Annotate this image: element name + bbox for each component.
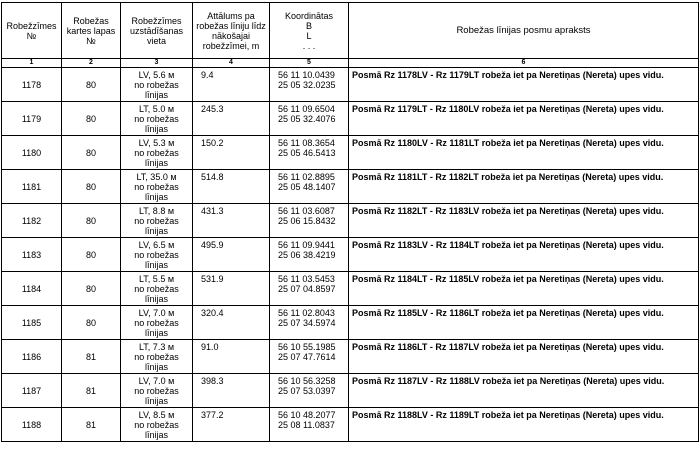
- description-cell: Posmā Rz 1183LV - Rz 1184LT robeža iet pa Neretiņas (Nereta) upes vidu.: [349, 238, 699, 272]
- coordinate-l: 25 08 11.0837: [278, 420, 335, 430]
- boundary-marks-table: [1, 2, 699, 442]
- coordinate-l: 25 06 15.8432: [278, 216, 336, 226]
- mark-number-cell: 1182: [2, 204, 62, 238]
- column-number: 4: [193, 59, 270, 68]
- sheet-number-cell: 80: [62, 204, 121, 238]
- description-cell: Posmā Rz 1188LV - Rz 1189LT robeža iet pa Neretiņas (Nereta) upes vidu.: [349, 408, 699, 442]
- description-cell: Posmā Rz 1179LT - Rz 1180LV robeža iet pa Neretiņas (Nereta) upes vidu.: [349, 102, 699, 136]
- table-row: [2, 306, 699, 340]
- location-line: LT, 5.0 м: [138, 104, 175, 114]
- location-line: LT, 5.5 м: [138, 274, 175, 284]
- coordinate-b: 56 11 03.6087: [278, 206, 335, 216]
- coordinate-b: 56 10 48.2077: [278, 410, 336, 420]
- table-row: [2, 136, 699, 170]
- installation-place-cell: [121, 102, 193, 136]
- sheet-number-cell: 80: [62, 238, 121, 272]
- mark-number-cell: 1178: [2, 68, 62, 102]
- location-line: LV, 6.5 м: [138, 240, 175, 250]
- coordinate-b: 56 11 08.3654: [278, 138, 335, 148]
- column-number-row: [2, 59, 699, 68]
- location-line: līnijas: [144, 124, 168, 134]
- installation-place-cell: [121, 408, 193, 442]
- sheet-number-cell: 81: [62, 408, 121, 442]
- coordinate-l: 25 06 38.4219: [278, 250, 336, 260]
- header-sheet-number: Robežas kartes lapas №: [62, 3, 121, 59]
- installation-place-cell: [121, 136, 193, 170]
- table-row: [2, 408, 699, 442]
- installation-place-cell: [121, 374, 193, 408]
- header-coordinates-title: Koordinātas: [284, 10, 334, 21]
- location-line: līnijas: [144, 294, 168, 304]
- header-coordinates: [270, 3, 349, 59]
- mark-number-cell: 1183: [2, 238, 62, 272]
- description-cell: Posmā Rz 1181LT - Rz 1182LT robeža iet pa Neretiņas (Nereta) upes vidu.: [349, 170, 699, 204]
- column-number: 2: [62, 59, 121, 68]
- location-line: no robežas: [134, 318, 179, 328]
- location-line: no robežas: [134, 420, 179, 430]
- coordinates-cell: [270, 204, 349, 238]
- distance-cell: 150.2: [193, 136, 270, 170]
- installation-place-cell: [121, 340, 193, 374]
- coordinate-b: 56 11 09.9441: [278, 240, 335, 250]
- description-cell: Posmā Rz 1184LT - Rz 1185LV robeža iet pa Neretiņas (Nereta) upes vidu.: [349, 272, 699, 306]
- location-line: līnijas: [144, 396, 168, 406]
- column-number: 1: [2, 59, 62, 68]
- description-cell: Posmā Rz 1182LT - Rz 1183LV robeža iet pa Neretiņas (Nereta) upes vidu.: [349, 204, 699, 238]
- coordinates-cell: [270, 272, 349, 306]
- distance-cell: 531.9: [193, 272, 270, 306]
- location-line: līnijas: [144, 226, 168, 236]
- mark-number-cell: 1185: [2, 306, 62, 340]
- coordinates-cell: [270, 102, 349, 136]
- location-line: no robežas: [134, 114, 179, 124]
- distance-cell: 377.2: [193, 408, 270, 442]
- sheet-number-cell: 80: [62, 136, 121, 170]
- header-coordinates-dots: . . .: [302, 40, 316, 51]
- sheet-number-cell: 80: [62, 68, 121, 102]
- header-description: Robežas līnijas posmu apraksts: [349, 3, 699, 59]
- header-coordinates-l: L: [306, 30, 312, 41]
- location-line: līnijas: [144, 362, 168, 372]
- table-row: [2, 238, 699, 272]
- description-cell: Posmā Rz 1187LV - Rz 1188LV robeža iet pa Neretiņas (Nereta) upes vidu.: [349, 374, 699, 408]
- location-line: no robežas: [134, 386, 179, 396]
- coordinate-l: 25 07 47.7614: [278, 352, 336, 362]
- mark-number-cell: 1186: [2, 340, 62, 374]
- distance-cell: 514.8: [193, 170, 270, 204]
- coordinates-cell: [270, 238, 349, 272]
- coordinates-cell: [270, 306, 349, 340]
- distance-cell: 398.3: [193, 374, 270, 408]
- coordinate-l: 25 05 46.5413: [278, 148, 336, 158]
- coordinate-l: 25 07 34.5974: [278, 318, 336, 328]
- sheet-number-cell: 80: [62, 272, 121, 306]
- coordinate-b: 56 11 02.8895: [278, 172, 335, 182]
- mark-number-cell: 1179: [2, 102, 62, 136]
- location-line: LV, 7.0 м: [138, 308, 175, 318]
- coordinates-cell: [270, 340, 349, 374]
- location-line: no robežas: [134, 250, 179, 260]
- installation-place-cell: [121, 272, 193, 306]
- table-row: [2, 272, 699, 306]
- description-cell: Posmā Rz 1185LV - Rz 1186LT robeža iet pa Neretiņas (Nereta) upes vidu.: [349, 306, 699, 340]
- column-number: 6: [349, 59, 699, 68]
- header-row: [2, 3, 699, 59]
- description-cell: Posmā Rz 1180LV - Rz 1181LT robeža iet pa Neretiņas (Nereta) upes vidu.: [349, 136, 699, 170]
- location-line: LT, 7.3 м: [138, 342, 175, 352]
- coordinates-cell: [270, 374, 349, 408]
- mark-number-cell: 1187: [2, 374, 62, 408]
- location-line: no robežas: [134, 216, 179, 226]
- location-line: no robežas: [134, 284, 179, 294]
- installation-place-cell: [121, 238, 193, 272]
- header-coordinates-b: B: [305, 20, 312, 31]
- description-cell: Posmā Rz 1186LT - Rz 1187LV robeža iet pa Neretiņas (Nereta) upes vidu.: [349, 340, 699, 374]
- table-row: [2, 204, 699, 238]
- coordinate-b: 56 11 03.5453: [278, 274, 335, 284]
- coordinate-b: 56 11 09.6504: [278, 104, 335, 114]
- location-line: līnijas: [144, 192, 168, 202]
- coordinate-b: 56 11 10.0439: [278, 70, 335, 80]
- installation-place-cell: [121, 170, 193, 204]
- sheet-number-cell: 81: [62, 340, 121, 374]
- installation-place-cell: [121, 306, 193, 340]
- coordinate-b: 56 10 56.3258: [278, 376, 336, 386]
- location-line: līnijas: [144, 328, 168, 338]
- coordinate-l: 25 05 48.1407: [278, 182, 336, 192]
- location-line: LV, 5.6 м: [138, 70, 175, 80]
- location-line: līnijas: [144, 158, 168, 168]
- location-line: LT, 35.0 м: [136, 172, 177, 182]
- distance-cell: 320.4: [193, 306, 270, 340]
- location-line: no robežas: [134, 352, 179, 362]
- installation-place-cell: [121, 204, 193, 238]
- sheet-number-cell: 81: [62, 374, 121, 408]
- table-row: [2, 340, 699, 374]
- distance-cell: 245.3: [193, 102, 270, 136]
- header-installation-place: Robežzīmes uzstādīšanas vieta: [121, 3, 193, 59]
- location-line: līnijas: [144, 90, 168, 100]
- sheet-number-cell: 80: [62, 306, 121, 340]
- table-row: [2, 68, 699, 102]
- installation-place-cell: [121, 68, 193, 102]
- distance-cell: 495.9: [193, 238, 270, 272]
- location-line: no robežas: [134, 182, 179, 192]
- coordinates-cell: [270, 68, 349, 102]
- sheet-number-cell: 80: [62, 170, 121, 204]
- coordinate-b: 56 10 55.1985: [278, 342, 336, 352]
- header-mark-number: Robežzīmes №: [2, 3, 62, 59]
- mark-number-cell: 1188: [2, 408, 62, 442]
- distance-cell: 91.0: [193, 340, 270, 374]
- description-cell: Posmā Rz 1178LV - Rz 1179LT robeža iet pa Neretiņas (Nereta) upes vidu.: [349, 68, 699, 102]
- coordinate-l: 25 07 53.0397: [278, 386, 336, 396]
- coordinates-cell: [270, 170, 349, 204]
- location-line: līnijas: [144, 430, 168, 440]
- location-line: no robežas: [134, 148, 179, 158]
- distance-cell: 9.4: [193, 68, 270, 102]
- column-number: 5: [270, 59, 349, 68]
- location-line: no robežas: [134, 80, 179, 90]
- coordinate-l: 25 07 04.8597: [278, 284, 336, 294]
- location-line: LV, 7.0 м: [138, 376, 175, 386]
- coordinate-l: 25 05 32.0235: [278, 80, 336, 90]
- coordinate-l: 25 05 32.4076: [278, 114, 336, 124]
- coordinates-cell: [270, 136, 349, 170]
- column-number: 3: [121, 59, 193, 68]
- table-row: [2, 170, 699, 204]
- location-line: LV, 8.5 м: [138, 410, 175, 420]
- coordinate-b: 56 11 02.8043: [278, 308, 335, 318]
- distance-cell: 431.3: [193, 204, 270, 238]
- table-body: [2, 68, 699, 442]
- mark-number-cell: 1184: [2, 272, 62, 306]
- location-line: LT, 8.8 м: [138, 206, 175, 216]
- mark-number-cell: 1181: [2, 170, 62, 204]
- table-row: [2, 102, 699, 136]
- table-row: [2, 374, 699, 408]
- location-line: līnijas: [144, 260, 168, 270]
- location-line: LV, 5.3 м: [138, 138, 175, 148]
- coordinates-cell: [270, 408, 349, 442]
- header-distance: Attālums pa robežas līniju līdz nākošajai robežzīmei, m: [193, 3, 270, 59]
- sheet-number-cell: 80: [62, 102, 121, 136]
- mark-number-cell: 1180: [2, 136, 62, 170]
